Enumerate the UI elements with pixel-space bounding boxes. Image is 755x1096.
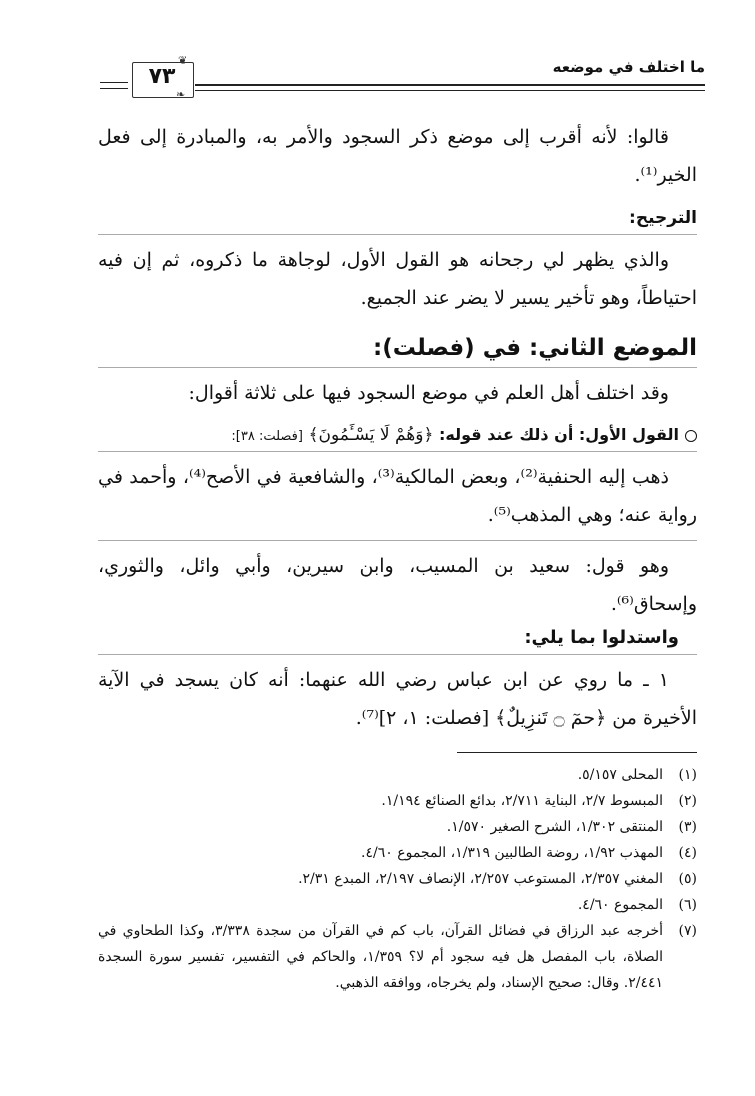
footnote	[98, 918, 697, 996]
footnote-text: المبسوط ٢/٧، البناية ٢/٧١١، بدائع الصنائع ١/١٩٤.	[381, 793, 663, 809]
footnote	[98, 866, 697, 892]
section-heading: الموضع الثاني: في (فصلت):	[373, 335, 697, 361]
footnote-number: (٥)	[678, 871, 697, 887]
evidence-heading: واستدلوا بما يلي:	[524, 627, 679, 648]
footnote	[98, 840, 697, 866]
footnote	[98, 892, 697, 918]
page-header	[100, 48, 705, 101]
verse-citation: [فصلت: ٣٨]:	[231, 429, 303, 444]
heading-tarjih: الترجيح:	[629, 208, 697, 228]
footnote-text: المغني ٢/٣٥٧، المستوعب ٢/٢٥٧، الإنصاف ٢/١٩٧، المبدع ٢/٣١.	[298, 871, 663, 887]
header-rule-thin	[195, 90, 705, 91]
paragraph: ١ ـ ما روي عن ابن عباس رضي الله عنهما: أنه كان يسجد في الآية الأخيرة من ﴿حمٓ ۝ تَنزِيلٌ﴾ [فصلت: ١، ٢]⁽⁷⁾.	[98, 669, 697, 729]
paragraph: وقد اختلف أهل العلم في موضع السجود فيها على ثلاثة أقوال:	[188, 382, 669, 404]
footnote-text: المحلى ٥/١٥٧.	[577, 767, 663, 783]
paragraph: ذهب إليه الحنفية⁽²⁾، وبعض المالكية⁽³⁾، والشافعية في الأصح⁽⁴⁾، وأحمد في رواية عنه؛ وهي المذهب⁽⁵⁾.	[98, 466, 697, 526]
footnote-number: (٧)	[678, 923, 697, 939]
footnotes	[98, 762, 697, 996]
opinion-label: القول الأول: أن ذلك عند قوله:	[439, 425, 679, 444]
header-rule-left	[100, 82, 128, 83]
footnote	[98, 814, 697, 840]
footnote-text: المجموع ٤/٦٠.	[577, 897, 663, 913]
section-rule	[98, 654, 697, 655]
header-rule	[195, 84, 705, 86]
paragraph: والذي يظهر لي رجحانه هو القول الأول، لوجاهة ما ذكروه، ثم إن فيه احتياطاً، وهو تأخير يسير لا يضر عند الجميع.	[98, 249, 697, 309]
footnote	[98, 788, 697, 814]
footnote-number: (٦)	[678, 897, 697, 913]
footnote-number: (١)	[678, 767, 697, 783]
footnote-text: المهذب ١/٩٢، روضة الطالبين ١/٣١٩، المجموع ٤/٦٠.	[361, 845, 663, 861]
ornament-icon: ❧	[176, 88, 186, 101]
section-rule	[98, 367, 697, 368]
paragraph: وهو قول: سعيد بن المسيب، وابن سيرين، وأبي وائل، والثوري، وإسحاق⁽⁶⁾.	[98, 555, 697, 615]
opinion-heading	[98, 424, 697, 445]
running-title: ما اختلف في موضعه	[552, 58, 705, 76]
section-rule	[98, 540, 697, 541]
header-rule-left-thin	[100, 88, 128, 89]
footnote-separator	[457, 752, 697, 753]
main-text	[98, 118, 697, 737]
bullet-circle-icon	[685, 430, 697, 442]
section-rule	[98, 451, 697, 452]
footnote	[98, 762, 697, 788]
page-number: ٧٣	[148, 64, 176, 89]
quran-verse: ﴿وَهُمْ لَا يَسْـَٔمُونَ﴾	[308, 425, 434, 445]
footnote-number: (٣)	[678, 819, 697, 835]
footnote-text: المنتقى ١/٣٠٢، الشرح الصغير ١/٥٧٠.	[446, 819, 663, 835]
footnote-number: (٢)	[678, 793, 697, 809]
paragraph: قالوا: لأنه أقرب إلى موضع ذكر السجود والأمر به، والمبادرة إلى فعل الخير⁽¹⁾.	[98, 126, 697, 186]
footnote-text: أخرجه عبد الرزاق في فضائل القرآن، باب كم في القرآن من سجدة ٣/٣٣٨، وكذا الطحاوي في الصلاة، باب المفصل هل فيه سجود أم لا؟ ١/٣٥٩، والحاكم في التفسير، تفسير سورة السجدة ٢/٤٤١. وقال: صحيح الإسناد، ولم يخرجاه، ووافقه الذهبي.	[98, 923, 664, 991]
section-rule	[98, 234, 697, 235]
footnote-number: (٤)	[678, 845, 697, 861]
ornament-icon: ❦	[178, 54, 188, 67]
